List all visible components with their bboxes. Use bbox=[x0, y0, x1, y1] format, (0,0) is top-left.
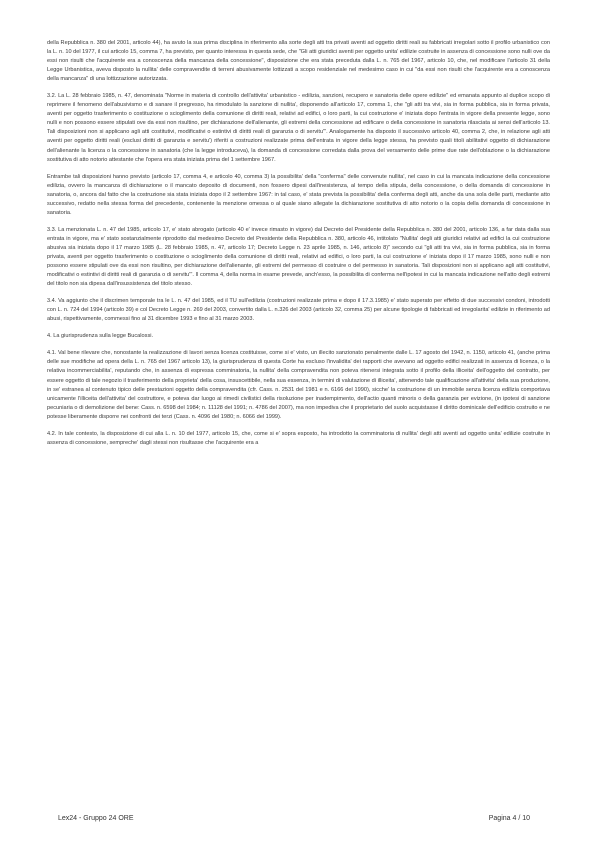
page-footer bbox=[58, 815, 530, 822]
paragraph: 3.4. Va aggiunto che il discrimen temporale tra le L. n. 47 del 1985, ed il TU sull'edilizia (costruzioni realizzate prima e dopo il 17.3.1985) e' stato superato per effetto di due successivi condoni, introdotti con L. n. 724 del 1994 (articolo 39) e col Decreto Legge n. 269 del 2003, convertito dalla L. n.326 del 2003 (articolo 32, comma 25) per alcune tipologie di fabbricati ed irregolarita' edilizie in riferimento ad abusi, rispettivamente, commessi fino al 31 dicembre 1993 e fino al 31 marzo 2003. bbox=[47, 298, 550, 323]
paragraph: 3.2. La L. 28 febbraio 1985, n. 47, denominata "Norme in materia di controllo dell'attivita' urbanistico - edilizia, sanzioni, recupero e sanatoria delle opere edilizie" ed emanata appunto al duplice scopo di reprimere il fenomeno dell'abusivismo e di sanare il pregresso, ha rimodulato la sanzione di nullita', disponendo all'articolo 17, comma 1, che "gli atti tra vivi, sia in forma pubblica, sia in forma privata, aventi per oggetto trasferimento o costituzione o scioglimento della comunione di diritti reali, relativi ad edifici, o loro parti, la cui costruzione e' iniziata dopo l'entrata in vigore della presente legge, sono nulli e non possono essere stipulati ove da essi non risultino, per dichiarazione dell'alienante, gli estremi della concessione ad edificare o della concessione in sanatoria rilasciata ai sensi dell'articolo 13. Tali disposizioni non si applicano agli atti costitutivi, modificativi o estintivi di diritti reali di garanzia o di servitu'". Analogamente ha disposto il successivo articolo 40, comma 2, che, in relazione agli atti aventi per oggetto diritti reali (esclusi diritti di garanzia e servitu') riferiti a costruzioni realizzate prima dell'entrata in vigore della legge stessa, ha previsto quali titoli abilitativi oggetto di dichiarazione dell'alienante la licenza o la concessione in sanatoria (che la legge introduceva), la domanda di concessione corredata dalla prova del versamento delle prime due rate dell'oblazione o la dichiarazione sostitutiva di atto notorio attestante che l'opera era stata iniziata prima del 1 settembre 1967. bbox=[47, 93, 550, 163]
paragraph: Entrambe tali disposizioni hanno previsto (articolo 17, comma 4, e articolo 40, comma 3) la possibilita' della "conferma" delle convenute nullita', nel caso in cui la mancata indicazione della concessione edilizia, ovvero la mancanza di dichiarazione o il mancato deposito di documenti, non fossero dipesi dall'inesistenza, al tempo della stipula, della concessione, o della domanda di concessione in sanatoria, o, ancora dal fatto che la costruzione sia stata iniziata dopo il 2 settembre 1967: in tal caso, e' stata prevista la possibilita' della conferma degli atti, anche da una sola delle parti, mediante atto successivo, redatto nella stessa forma del precedente, contenente la menzione omessa o al quale siano allegate la dichiarazione sostitutiva di atto notorio o la copia della domanda di concessione in sanatoria. bbox=[47, 173, 550, 216]
section-heading: 4. La giurisprudenza sulla legge Bucalossi. bbox=[47, 333, 154, 340]
page-number: Pagina 4 / 10 bbox=[488, 815, 530, 822]
footer-publisher: Lex24 - Gruppo 24 ORE bbox=[58, 815, 134, 822]
paragraph: 4.2. In tale contesto, la disposizione di cui alla L. n. 10 del 1977, articolo 15, che, come si e' sopra esposto, ha introdotto la comminatoria di nullita' degli atti aventi ad oggetto unita' edilizie costruite in assenza di concessione, sempreche' dagli stessi non risultasse che l'acquirente era a bbox=[47, 430, 550, 446]
paragraph: 4.1. Val bene rilevare che, nonostante la realizzazione di lavori senza licenza costituisse, come si e' visto, un illecito sanzionato penalmente dalle L. 17 agosto del 1942, n. 1150, articolo 41, (anche prima delle sue modifiche ad opera della L. n. 765 del 1967 articolo 13), la giurisprudenza di questa Corte ha escluso l'invalidita' dei rapporti che avevano ad oggetto edifici realizzati in assenza di licenza, o la relativa incommerciabilita', reputando che, in assenza di espressa comminatoria, la nullita' della compravendita non poteva ritenersi integrata sotto il profilo della illiceita' dell'oggetto del contratto, per essere oggetto di tale negozio il trasferimento della proprieta' della cosa, insuscettibile, nella sua essenza, in termini di valutazione di illiceita', attenendo tale qualificazione all'attivita' della sua produzione, in se' estranea al contenuto tipico delle prestazioni oggetto della compravendita (cfr. Cass. n. 2531 del 1981 e n. 6166 del 1990), sicche' la costruzione di un immobile senza licenza edilizia comportava unicamente l'illiceita dell'attivita' del costruttore, e poteva dar luogo ai rimedi civilistici della risoluzione per inadempimento, dell'actio quanti minoris o della garanzia per evizione, (in ipotesi di sanzione pecuniaria o di demolizione del bene: Cass. n. 6598 del 1984; n. 11128 del 1991; n. 4786 del 2007), ma non impediva che il proprietario del suolo acquistasse il diritto dominicale dell'edificio costruito e ne potesse liberamente disporre nei confronti dei terzi (Cass. n. 4096 del 1980; n. 6066 del 1999). bbox=[47, 350, 550, 420]
document-body bbox=[47, 39, 550, 456]
paragraph: della Repubblica n. 380 del 2001, articolo 44), ha avuto la sua prima disciplina in riferimento alla sorte degli atti tra privati aventi ad oggetto diritti reali su fabbricati irregolari sotto il profilo urbanistico con la L. n. 10 del 1977, il cui articolo 15, comma 7, ha previsto, per quanto interessa in questa sede, che "Gli atti giuridici aventi per oggetto unita' edilizie costruite in assenza di concessione sono nulli ove da essi non risulti che l'acquirente era a conoscenza della mancanza della concessione", disposizione che era stata preceduta dalla L. n. 765 del 1967, articolo 10, che, nel modificare l'articolo 31 della Legge Urbanistica, aveva disposto la nullita' delle compravendite di terreni abusivamente lottizzati a scopo residenziale nel medesimo caso in cui "da essi non risulti che l'acquirente era a conoscenza della mancanza" di una lottizzazione autorizzata. bbox=[47, 40, 550, 83]
paragraph: 3.3. La menzionata L. n. 47 del 1985, articolo 17, e' stato abrogato (articolo 40 e' invece rimasto in vigore) dal Decreto del Presidente della Repubblica n. 380 del 2001, articolo 136, a far data dalla sua entrata in vigore, ma e' stato sostanzialmente riprodotto dal medesimo Decreto del Presidente della Repubblica n. 380, articolo 46, intitolato "Nullita' degli atti giuridici relativi ad edifici la cui costruzione abusiva sia iniziata dopo il 17 marzo 1985 (L. 28 febbraio 1985, n. 47, articolo 17; Decreto Legge n. 23 aprile 1985, n. 146, articolo 8)" secondo cui "gli atti tra vivi, sia in forma pubblica, sia in forma privata, aventi per oggetto trasferimento o costituzione o scioglimento della comunione di diritti reali, relativi ad edifici, o loro parti, la cui costruzione e' iniziata dopo il 17 marzo 1985, sono nulli e non possono essere stipulati ove da essi non risultino, per dichiarazione dell'alienante, gli estremi del permesso di costruire o del permesso in sanatoria. Tali disposizioni non si applicano agli atti costitutivi, modificativi o estintivi di diritti reali di garanzia o di servitu'". Il comma 4, della norma in esame prevede, anch'esso, la possibilita di conferma nell'ipotesi in cui la mancata indicazione nell'atto degli estremi del titolo non sia dipesa dall'insussistenza del titolo stesso. bbox=[47, 226, 550, 288]
